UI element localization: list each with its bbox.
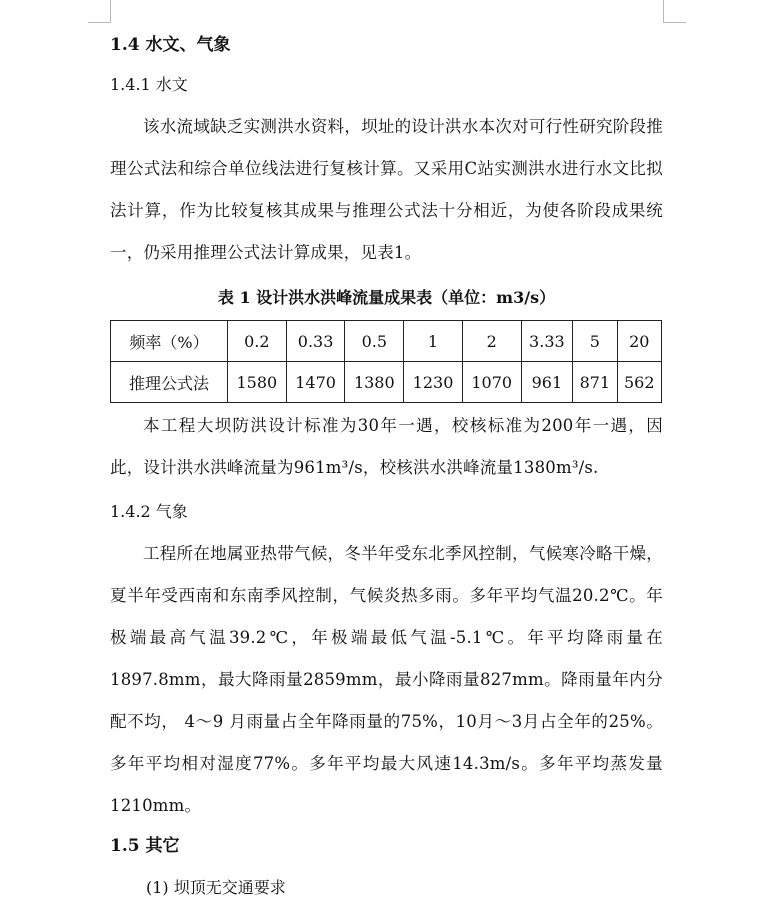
hydrology-paragraph: 该水流域缺乏实测洪水资料，坝址的设计洪水本次对可行性研究阶段推理公式法和综合单位线法进行复核计算。又采用C站实测洪水进行水文比拟法计算，作为比较复核其成果与推理公式法十分相近，为使各阶段成果统一，仍采用推理公式法计算成果，见表1。 bbox=[110, 117, 663, 262]
design-standard-paragraph: 本工程大坝防洪设计标准为30年一遇，校核标准为200年一遇，因此，设计洪水洪峰流量为961m³/s，校核洪水洪峰流量1380m³/s. bbox=[110, 416, 663, 477]
page-corner-mark-left bbox=[88, 0, 111, 23]
flow-cell: 1380 bbox=[345, 362, 404, 403]
document-page bbox=[110, 28, 663, 905]
flow-cell: 961 bbox=[521, 362, 573, 403]
section-heading-hydrology-climate: 1.4 水文、气象 bbox=[110, 35, 231, 55]
list-item-crest-traffic: (1) 坝顶无交通要求 bbox=[146, 878, 286, 897]
subsection-heading-climate: 1.4.2 气象 bbox=[110, 502, 188, 521]
frequency-cell: 3.33 bbox=[521, 321, 573, 362]
frequency-cell: 20 bbox=[617, 321, 661, 362]
frequency-cell: 0.2 bbox=[228, 321, 287, 362]
frequency-cell: 0.5 bbox=[345, 321, 404, 362]
frequency-cell: 1 bbox=[404, 321, 463, 362]
subsection-heading-hydrology: 1.4.1 水文 bbox=[110, 75, 188, 94]
row-label-frequency: 频率（%） bbox=[111, 321, 228, 362]
table-row-rational-formula bbox=[111, 362, 662, 403]
flow-cell: 1580 bbox=[228, 362, 287, 403]
table-row-frequency bbox=[111, 321, 662, 362]
flow-cell: 1470 bbox=[286, 362, 345, 403]
row-label-rational-formula: 推理公式法 bbox=[111, 362, 228, 403]
flow-cell: 1070 bbox=[462, 362, 521, 403]
frequency-cell: 2 bbox=[462, 321, 521, 362]
climate-paragraph: 工程所在地属亚热带气候，冬半年受东北季风控制，气候寒冷略干燥，夏半年受西南和东南季风控制，气候炎热多雨。多年平均气温20.2℃。年极端最高气温39.2℃，年极端最低气温-5.1℃。年平均降雨量在1897.8mm，最大降雨量2859mm，最小降雨量827mm。降雨量年内分配不均， 4～9 月雨量占全年降雨量的75%，10月～3月占全年的25%。多年平均相对湿度77%。多年平均最大风速14.3m/s。多年平均蒸发量1210mm。 bbox=[110, 544, 663, 815]
flow-cell: 562 bbox=[617, 362, 661, 403]
flow-cell: 871 bbox=[573, 362, 617, 403]
section-heading-other: 1.5 其它 bbox=[110, 836, 180, 856]
flood-peak-table bbox=[110, 320, 662, 403]
flow-cell: 1230 bbox=[404, 362, 463, 403]
table-caption: 表 1 设计洪水洪峰流量成果表（单位：m3/s） bbox=[217, 288, 556, 307]
frequency-cell: 5 bbox=[573, 321, 617, 362]
frequency-cell: 0.33 bbox=[286, 321, 345, 362]
page-corner-mark-right bbox=[663, 0, 686, 23]
